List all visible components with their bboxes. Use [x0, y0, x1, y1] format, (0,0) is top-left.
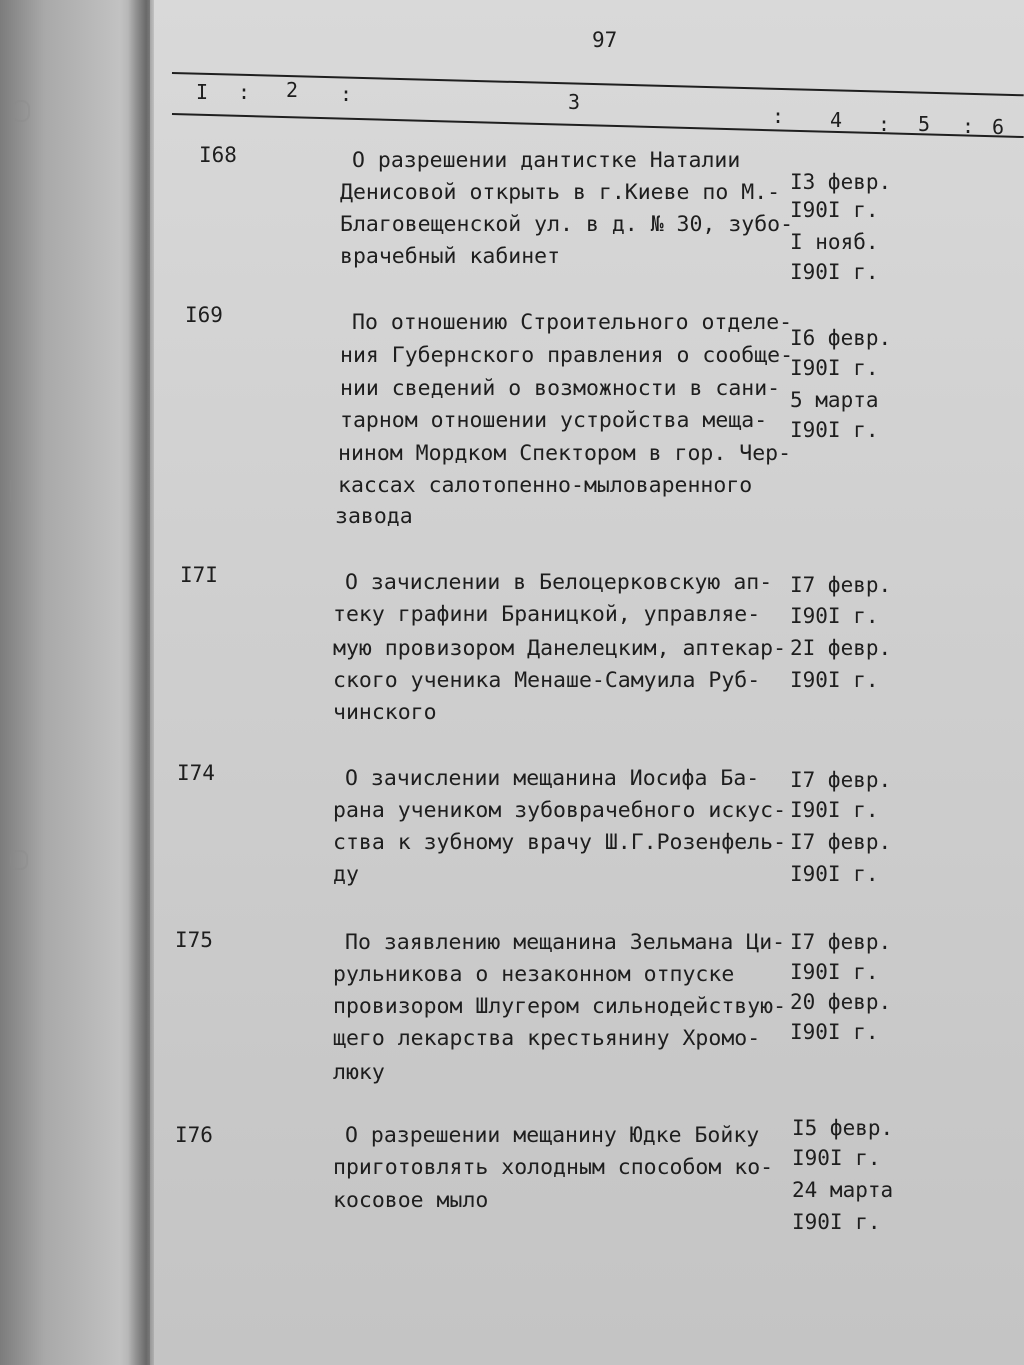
entry-date-line: I90I г.: [790, 418, 879, 442]
entry-title-line: кассах салотопенно-мыловаренного: [338, 473, 753, 498]
entry-title-line: теку графини Браницкой, управляе-: [333, 602, 761, 627]
entry-date-line: 5 марта: [790, 388, 879, 412]
entry-title-line: врачебный кабинет: [340, 244, 561, 269]
entry-date-line: I нояб.: [790, 230, 879, 254]
entry-title-line: завода: [335, 504, 413, 529]
entry-date-line: I90I г.: [792, 1146, 881, 1170]
entry-date-line: I7 февр.: [790, 830, 892, 854]
entry-date-line: I6 февр.: [790, 326, 892, 350]
entry-title-line: О зачислении мещанина Иосифа Ба-: [345, 766, 760, 791]
entry-date-line: I3 февр.: [790, 170, 892, 194]
entry-date-line: 24 марта: [792, 1178, 894, 1202]
header-sep: :: [340, 82, 353, 106]
entry-title-line: косовое мыло: [333, 1188, 489, 1213]
entry-title-line: рана учеником зубоврачебного искус-: [333, 798, 787, 823]
header-col-4: 4: [830, 108, 843, 132]
entry-title-line: приготовлять холодным способом ко-: [333, 1155, 774, 1180]
entry-date-line: I90I г.: [790, 1020, 879, 1044]
header-col-6: 6: [992, 115, 1005, 139]
entry-title-line: О разрешении дантистке Наталии: [352, 148, 741, 173]
entry-date-line: I90I г.: [790, 960, 879, 984]
entry-title-line: рульникова о незаконном отпуске: [333, 962, 735, 987]
entry-date-line: I90I г.: [790, 198, 879, 222]
entry-title-line: По заявлению мещанина Зельмана Ци-: [345, 930, 786, 955]
entry-date-line: I90I г.: [790, 798, 879, 822]
entry-date-line: I90I г.: [790, 862, 879, 886]
bleed-mark: [10, 850, 28, 870]
entry-title-line: щего лекарства крестьянину Хромо-: [333, 1026, 761, 1051]
entry-date-line: I90I г.: [790, 260, 879, 284]
header-sep: :: [772, 104, 785, 128]
entry-title-line: ния Губернского правления о сообще-: [340, 343, 794, 368]
entry-title-line: ства к зубному врачу Ш.Г.Розенфель-: [333, 830, 787, 855]
entry-number: I69: [185, 303, 223, 327]
header-sep: :: [962, 114, 975, 138]
entry-date-line: I90I г.: [790, 356, 879, 380]
entry-title-line: нином Мордком Спектором в гор. Чер-: [338, 441, 792, 466]
entry-title-line: О разрешении мещанину Юдке Бойку: [345, 1123, 760, 1148]
entry-number: I76: [175, 1123, 213, 1147]
page-number: 97: [592, 28, 618, 52]
entry-title-line: нии сведений о возможности в сани-: [340, 376, 781, 401]
entry-date-line: I90I г.: [790, 668, 879, 692]
header-sep: :: [878, 112, 891, 136]
entry-title-line: ду: [333, 862, 359, 887]
bleed-mark: [10, 480, 24, 502]
book-gutter: [128, 0, 154, 1365]
entry-title-line: тарном отношении устройства меща-: [340, 408, 768, 433]
entry-date-line: I7 февр.: [790, 930, 892, 954]
entry-title-line: ского ученика Менаше-Самуила Руб-: [333, 668, 761, 693]
header-col-3: 3: [568, 90, 581, 114]
entry-title-line: По отношению Строительного отделе-: [352, 310, 793, 335]
header-col-2: 2: [286, 78, 299, 102]
entry-date-line: I7 февр.: [790, 768, 892, 792]
entry-number: I7I: [180, 563, 218, 587]
entry-number: I74: [177, 761, 215, 785]
entry-number: I75: [175, 928, 213, 952]
entry-date-line: I7 февр.: [790, 573, 892, 597]
entry-title-line: Благовещенской ул. в д. № 30, зубо-: [340, 212, 794, 237]
entry-date-line: I90I г.: [792, 1210, 881, 1234]
header-col-5: 5: [918, 112, 931, 136]
entry-title-line: О зачислении в Белоцерковскую ап-: [345, 570, 773, 595]
entry-title-line: чинского: [333, 700, 437, 725]
entry-title-line: Денисовой открыть в г.Киеве по М.-: [340, 180, 781, 205]
entry-date-line: 2I февр.: [790, 636, 892, 660]
entry-date-line: 20 февр.: [790, 990, 892, 1014]
entry-title-line: люку: [333, 1060, 385, 1085]
header-sep: :: [238, 80, 251, 104]
entry-title-line: провизором Шлугером сильнодействую-: [333, 994, 787, 1019]
entry-date-line: I90I г.: [790, 604, 879, 628]
entry-title-line: мую провизором Данелецким, аптекар-: [333, 636, 787, 661]
entry-number: I68: [199, 143, 237, 167]
entry-date-line: I5 февр.: [792, 1116, 894, 1140]
bleed-mark: [12, 100, 30, 122]
header-col-1: I: [196, 80, 209, 104]
